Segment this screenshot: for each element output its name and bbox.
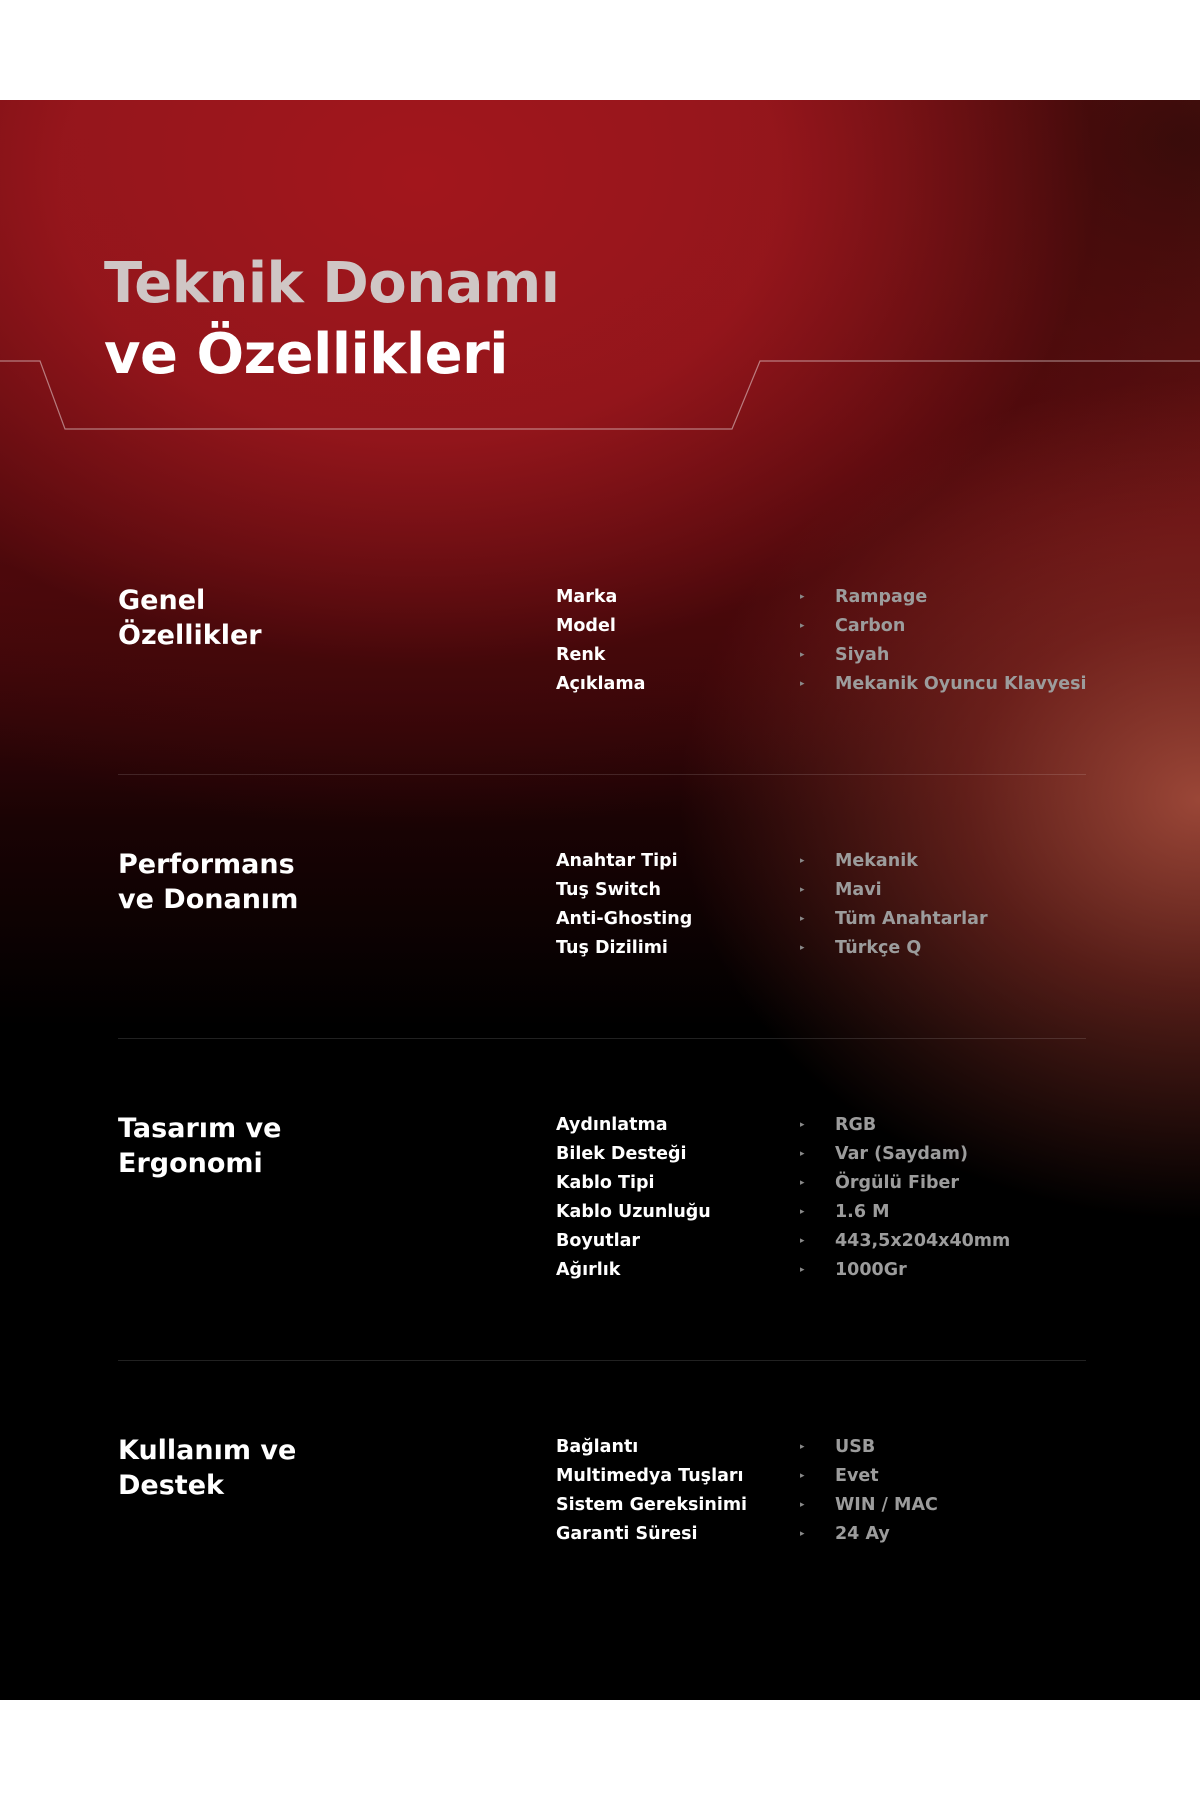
- triangle-right-icon: ▸: [800, 1149, 805, 1159]
- section-heading-line1: Kullanım ve: [118, 1435, 297, 1466]
- spec-label: Marka: [556, 587, 618, 607]
- section-heading-line2: Özellikler: [118, 620, 262, 651]
- spec-value: RGB: [835, 1115, 877, 1135]
- spec-row: [556, 876, 1086, 905]
- spec-label: Tuş Dizilimi: [556, 938, 668, 958]
- spec-value: 24 Ay: [835, 1524, 890, 1544]
- spec-label: Bağlantı: [556, 1437, 639, 1457]
- triangle-right-icon: ▸: [800, 1265, 805, 1275]
- page-title-line1: Teknik Donamı: [104, 251, 560, 316]
- triangle-right-icon: ▸: [800, 856, 805, 866]
- spec-label: Garanti Süresi: [556, 1524, 698, 1544]
- spec-row: [556, 1140, 1086, 1169]
- spec-row: [556, 1111, 1086, 1140]
- spec-row: [556, 1462, 1086, 1491]
- section-heading-line1: Tasarım ve: [118, 1113, 282, 1144]
- spec-value: Carbon: [835, 616, 906, 636]
- spec-value: WIN / MAC: [835, 1495, 938, 1515]
- spec-value: Mekanik: [835, 851, 918, 871]
- triangle-right-icon: ▸: [800, 650, 805, 660]
- spec-row: [556, 1433, 1086, 1462]
- spec-row: [556, 583, 1086, 612]
- spec-panel: [0, 100, 1200, 1700]
- triangle-right-icon: ▸: [800, 1500, 805, 1510]
- spec-row: [556, 847, 1086, 876]
- spec-label: Açıklama: [556, 674, 646, 694]
- spec-row: [556, 1491, 1086, 1520]
- spec-value: Mavi: [835, 880, 882, 900]
- spec-value: Örgülü Fiber: [835, 1173, 960, 1193]
- spec-value: Var (Saydam): [835, 1144, 968, 1164]
- spec-value: Siyah: [835, 645, 890, 665]
- spec-label: Multimedya Tuşları: [556, 1466, 744, 1486]
- spec-row: [556, 670, 1086, 699]
- section-heading: [118, 583, 498, 653]
- triangle-right-icon: ▸: [800, 592, 805, 602]
- spec-label: Anahtar Tipi: [556, 851, 678, 871]
- spec-label: Anti-Ghosting: [556, 909, 693, 929]
- spec-row: [556, 934, 1086, 963]
- spec-row: [556, 1520, 1086, 1549]
- triangle-right-icon: ▸: [800, 1178, 805, 1188]
- spec-list: [556, 1111, 1086, 1285]
- spec-row: [556, 1227, 1086, 1256]
- spec-label: Renk: [556, 645, 606, 665]
- section-divider: [118, 1360, 1086, 1361]
- triangle-right-icon: ▸: [800, 1529, 805, 1539]
- spec-row: [556, 1198, 1086, 1227]
- spec-value: Mekanik Oyuncu Klavyesi: [835, 674, 1087, 694]
- triangle-right-icon: ▸: [800, 679, 805, 689]
- spec-label: Ağırlık: [556, 1260, 621, 1280]
- spec-list: [556, 1433, 1086, 1549]
- section-heading-line1: Genel: [118, 585, 206, 616]
- section-heading-line1: Performans: [118, 849, 295, 880]
- spec-label: Bilek Desteği: [556, 1144, 687, 1164]
- section-heading-line2: Ergonomi: [118, 1148, 263, 1179]
- spec-label: Aydınlatma: [556, 1115, 668, 1135]
- triangle-right-icon: ▸: [800, 943, 805, 953]
- spec-value: 1.6 M: [835, 1202, 890, 1222]
- spec-value: Rampage: [835, 587, 928, 607]
- section-divider: [118, 1038, 1086, 1039]
- spec-label: Boyutlar: [556, 1231, 641, 1251]
- spec-value: 443,5x204x40mm: [835, 1231, 1011, 1251]
- triangle-right-icon: ▸: [800, 1236, 805, 1246]
- triangle-right-icon: ▸: [800, 1207, 805, 1217]
- section-heading: [118, 1433, 498, 1503]
- triangle-right-icon: ▸: [800, 914, 805, 924]
- spec-row: [556, 905, 1086, 934]
- page-title: [104, 248, 559, 390]
- spec-label: Kablo Tipi: [556, 1173, 655, 1193]
- spec-value: Evet: [835, 1466, 879, 1486]
- section-heading: [118, 1111, 498, 1181]
- triangle-right-icon: ▸: [800, 1442, 805, 1452]
- triangle-right-icon: ▸: [800, 1120, 805, 1130]
- spec-label: Sistem Gereksinimi: [556, 1495, 748, 1515]
- spec-list: [556, 583, 1086, 699]
- triangle-right-icon: ▸: [800, 1471, 805, 1481]
- section-heading-line2: Destek: [118, 1470, 224, 1501]
- page-title-line2: ve Özellikleri: [104, 322, 508, 387]
- section-heading: [118, 847, 498, 917]
- spec-row: [556, 641, 1086, 670]
- triangle-right-icon: ▸: [800, 621, 805, 631]
- section-heading-line2: ve Donanım: [118, 884, 299, 915]
- spec-value: 1000Gr: [835, 1260, 907, 1280]
- triangle-right-icon: ▸: [800, 885, 805, 895]
- spec-row: [556, 1256, 1086, 1285]
- spec-value: Tüm Anahtarlar: [835, 909, 988, 929]
- spec-row: [556, 612, 1086, 641]
- spec-label: Tuş Switch: [556, 880, 661, 900]
- spec-value: Türkçe Q: [835, 938, 922, 958]
- spec-list: [556, 847, 1086, 963]
- spec-label: Kablo Uzunluğu: [556, 1202, 711, 1222]
- spec-value: USB: [835, 1437, 876, 1457]
- spec-label: Model: [556, 616, 616, 636]
- spec-row: [556, 1169, 1086, 1198]
- section-divider: [118, 774, 1086, 775]
